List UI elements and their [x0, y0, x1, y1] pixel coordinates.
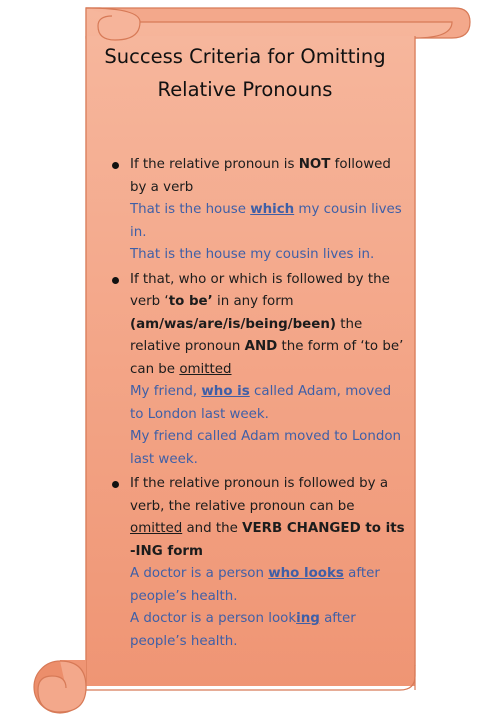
criterion-1-rule: If the relative pronoun is NOT followed by a verb: [130, 157, 391, 195]
criterion-2-rule: If that, who or which is followed by the verb ‘to be’ in any form (am/was/are/is/being/been) the relative pronoun AND the form of ‘to be’ can be omitted: [130, 271, 404, 377]
criterion-3-example-1: A doctor is a person who looks after people’s health.: [130, 566, 380, 604]
criterion-2: [90, 269, 408, 472]
criterion-3-rule: If the relative pronoun is followed by a verb, the relative pronoun can be omitted and the VERB CHANGED to its -ING form: [130, 476, 405, 559]
criterion-1-example-1: That is the house which my cousin lives in.: [130, 202, 402, 240]
criteria-list: [90, 154, 408, 653]
criterion-3-example-2: A doctor is a person looking after people’s health.: [130, 611, 356, 649]
title-line-1: Success Criteria for Omitting: [104, 45, 386, 68]
criterion-3: [90, 473, 408, 653]
criterion-1-example-2: That is the house my cousin lives in.: [130, 247, 375, 262]
criterion-1: [90, 154, 408, 267]
title-line-2: Relative Pronouns: [157, 78, 333, 101]
page-title: [80, 40, 410, 106]
bullet-icon: [112, 481, 119, 488]
bullet-icon: [112, 277, 119, 284]
bullet-icon: [112, 162, 119, 169]
scroll-content: [90, 40, 408, 653]
criterion-2-example-1: My friend, who is called Adam, moved to London last week.: [130, 384, 392, 422]
criterion-2-example-2: My friend called Adam moved to London last week.: [130, 429, 402, 467]
